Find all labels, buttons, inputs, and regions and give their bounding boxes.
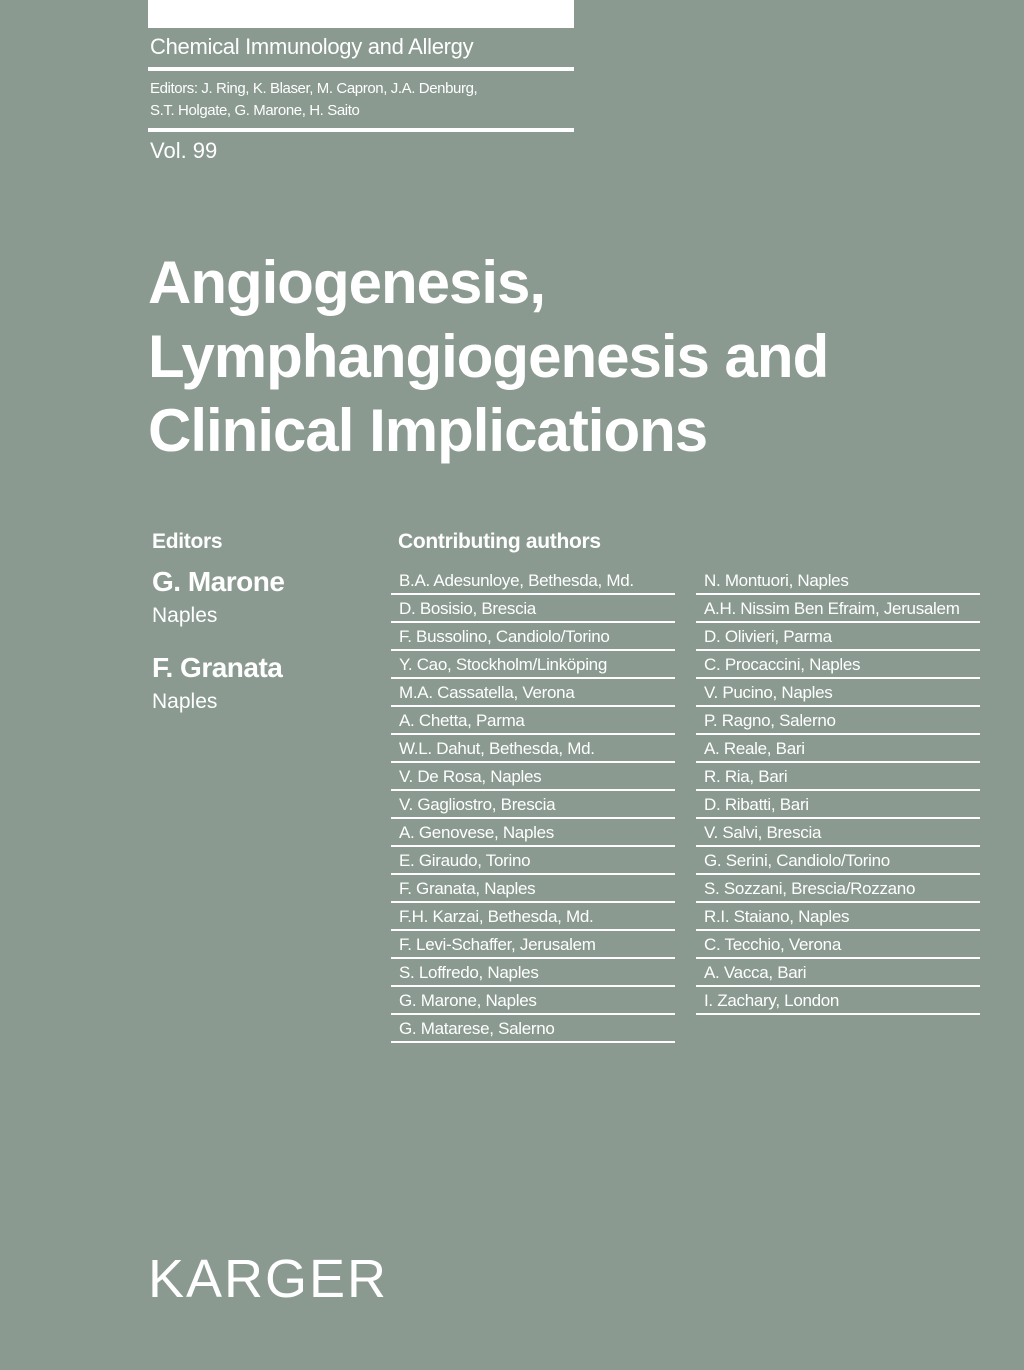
series-editors-line-2: S.T. Holgate, G. Marone, H. Saito (150, 102, 360, 119)
contributor-item: P. Ragno, Salerno (696, 707, 980, 735)
contributor-item: M.A. Cassatella, Verona (391, 679, 675, 707)
contributor-item: F. Bussolino, Candiolo/Torino (391, 623, 675, 651)
volume-number: Vol. 99 (150, 138, 218, 163)
series-editors-line-1: Editors: J. Ring, K. Blaser, M. Capron, J.A. Denburg, (150, 80, 478, 97)
publisher-logo: KARGER (148, 1249, 389, 1309)
contributor-item: F. Granata, Naples (391, 875, 675, 903)
contributor-item: V. Salvi, Brescia (696, 819, 980, 847)
contributor-item: V. De Rosa, Naples (391, 763, 675, 791)
contributor-item: G. Marone, Naples (391, 987, 675, 1015)
editor-city-2: Naples (152, 690, 218, 713)
contributor-item: R.I. Staiano, Naples (696, 903, 980, 931)
series-divider-bottom (148, 128, 574, 132)
contributor-item: G. Serini, Candiolo/Torino (696, 847, 980, 875)
contributor-item: V. Gagliostro, Brescia (391, 791, 675, 819)
contributor-item: F. Levi-Schaffer, Jerusalem (391, 931, 675, 959)
contributor-item: E. Giraudo, Torino (391, 847, 675, 875)
contributor-item: N. Montuori, Naples (696, 567, 980, 595)
editor-city-1: Naples (152, 604, 218, 627)
contributor-item: D. Olivieri, Parma (696, 623, 980, 651)
contributor-item: S. Loffredo, Naples (391, 959, 675, 987)
contributor-item: I. Zachary, London (696, 987, 980, 1015)
contributor-item: A.H. Nissim Ben Efraim, Jerusalem (696, 595, 980, 623)
contributor-item: R. Ria, Bari (696, 763, 980, 791)
book-title-line-1: Angiogenesis, (148, 249, 546, 316)
contributor-item: C. Tecchio, Verona (696, 931, 980, 959)
contributor-item: C. Procaccini, Naples (696, 651, 980, 679)
contributors-column-1 (391, 567, 675, 1043)
contributor-item: A. Vacca, Bari (696, 959, 980, 987)
book-title (148, 246, 1008, 468)
book-title-line-3: Clinical Implications (148, 397, 708, 464)
contributor-item: Y. Cao, Stockholm/Linköping (391, 651, 675, 679)
editors-heading: Editors (152, 530, 223, 553)
contributor-item: A. Reale, Bari (696, 735, 980, 763)
editor-name-2: F. Granata (152, 652, 283, 683)
contributor-item: S. Sozzani, Brescia/Rozzano (696, 875, 980, 903)
contributor-item: F.H. Karzai, Bethesda, Md. (391, 903, 675, 931)
contributor-item: B.A. Adesunloye, Bethesda, Md. (391, 567, 675, 595)
series-title: Chemical Immunology and Allergy (150, 34, 474, 59)
contributor-item: W.L. Dahut, Bethesda, Md. (391, 735, 675, 763)
contributor-item: V. Pucino, Naples (696, 679, 980, 707)
editor-name-1: G. Marone (152, 566, 285, 597)
top-white-bar (148, 0, 574, 28)
book-title-line-2: Lymphangiogenesis and (148, 323, 829, 390)
series-divider-top (148, 67, 574, 71)
contributor-item: A. Chetta, Parma (391, 707, 675, 735)
contributors-heading: Contributing authors (398, 530, 601, 553)
contributors-column-2 (696, 567, 980, 1015)
contributor-item: G. Matarese, Salerno (391, 1015, 675, 1043)
contributor-item: D. Ribatti, Bari (696, 791, 980, 819)
contributor-item: A. Genovese, Naples (391, 819, 675, 847)
contributor-item: D. Bosisio, Brescia (391, 595, 675, 623)
